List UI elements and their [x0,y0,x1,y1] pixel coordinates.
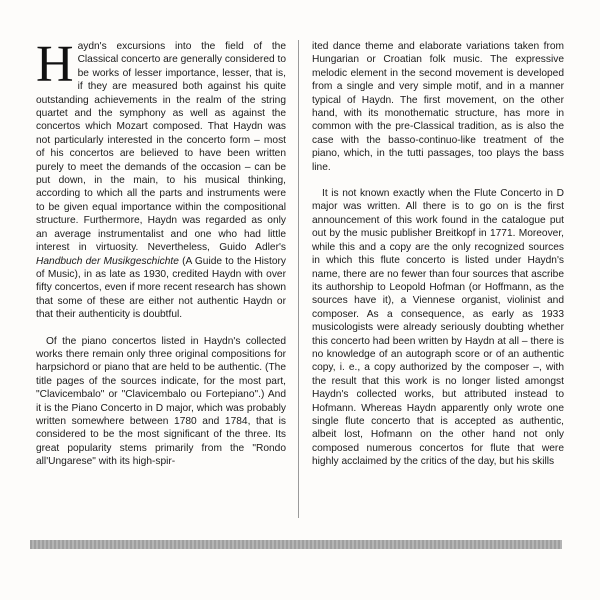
intro-paragraph [36,36,286,322]
intro-text-b: (A Guide to the History of Music), in as late as 1930, credited Haydn with over fifty concertos, even if more recent research has shown that some of these are either not authentic Haydn or that their authenticity is doubtful. [36,255,286,321]
right-text-column [312,40,564,469]
intro-text-a: aydn's excursions into the field of the Classical concerto are generally considered to be works of lesser importance, lesser, that is, if they are measured both against his quite outstanding achievements in the realm of the string quartet and the symphony as well as against the concertos which Mozart composed. That Haydn was not particularly interested in the concerto form – most of his concertos are believed to have been written purely to meet the demands of the occasion – can be put down, in the main, to his musical thinking, according to which all the parts and instruments were to be given equal importance within the compositional structure. Furthermore, Haydn was regarded as only an average instrumentalist and one who had little interest in virtuosity. Nevertheless, Guido Adler's [36,41,286,254]
column-divider [298,40,299,518]
paragraph-gap [312,174,564,187]
piano-concerto-paragraph: Of the piano concertos listed in Haydn's collected works there remain only three original compositions for harpsichord or piano that are held to be authentic. (The title pages of the sources indicate, for the most part, "Clavicembalo" or "Clavicembalo ou Fortepiano".) And it is the Piano Concerto in D major, which was probably written somewhere between 1780 and 1784, that is considered to be the most significant of the three. Its great popularity stems primarily from the "Rondo all'Ungarese" with its high-spir- [36,335,286,468]
drop-cap: H [36,36,74,93]
left-text-column [36,36,286,469]
paragraph-gap [36,322,286,335]
continuation-paragraph: ited dance theme and elaborate variations taken from Hungarian or Croatian folk music. The expressive melodic element in the second movement is developed from a single and very simple motif, and in a manner typical of Haydn. The first movement, on the other hand, with its monothematic structure, has more in common with the pre-Classical tradition, as is also the case with the basso-continuo-like treatment of the piano, which, in the tutti passages, too plays the bass line. [312,41,564,173]
flute-concerto-paragraph: It is not known exactly when the Flute Concerto in D major was written. All there is to go on is the first announcement of this work found in the catalogue put out by the music publisher Breitkopf in 1771. Moreover, while this and a copy are the only recognized sources in which this flute concerto is listed under Haydn's name, there are no fewer than four sources that ascribe its authorship to Leopold Hofman (or Hoffmann, as the sources have it), a Viennese organist, violinist and composer. As a consequence, as early as 1933 musicologists were already seriously doubting whether this concerto had been written by Haydn at all – there is no knowledge of an autograph score or of an authentic copy, i. e., a copy authorized by the composer –, with the result that this work is no longer listed amongst Haydn's collected works, but attributed instead to Hofmann. Whereas Haydn apparently only wrote one single flute concerto that is accepted as authentic, albeit lost, Hofmann on the other hand not only composed numerous concertos for flute that were highly acclaimed by the critics of the day, but his skills [312,188,564,468]
footer-bar [30,540,562,549]
book-title: Handbuch der Musikgeschichte [36,255,179,267]
